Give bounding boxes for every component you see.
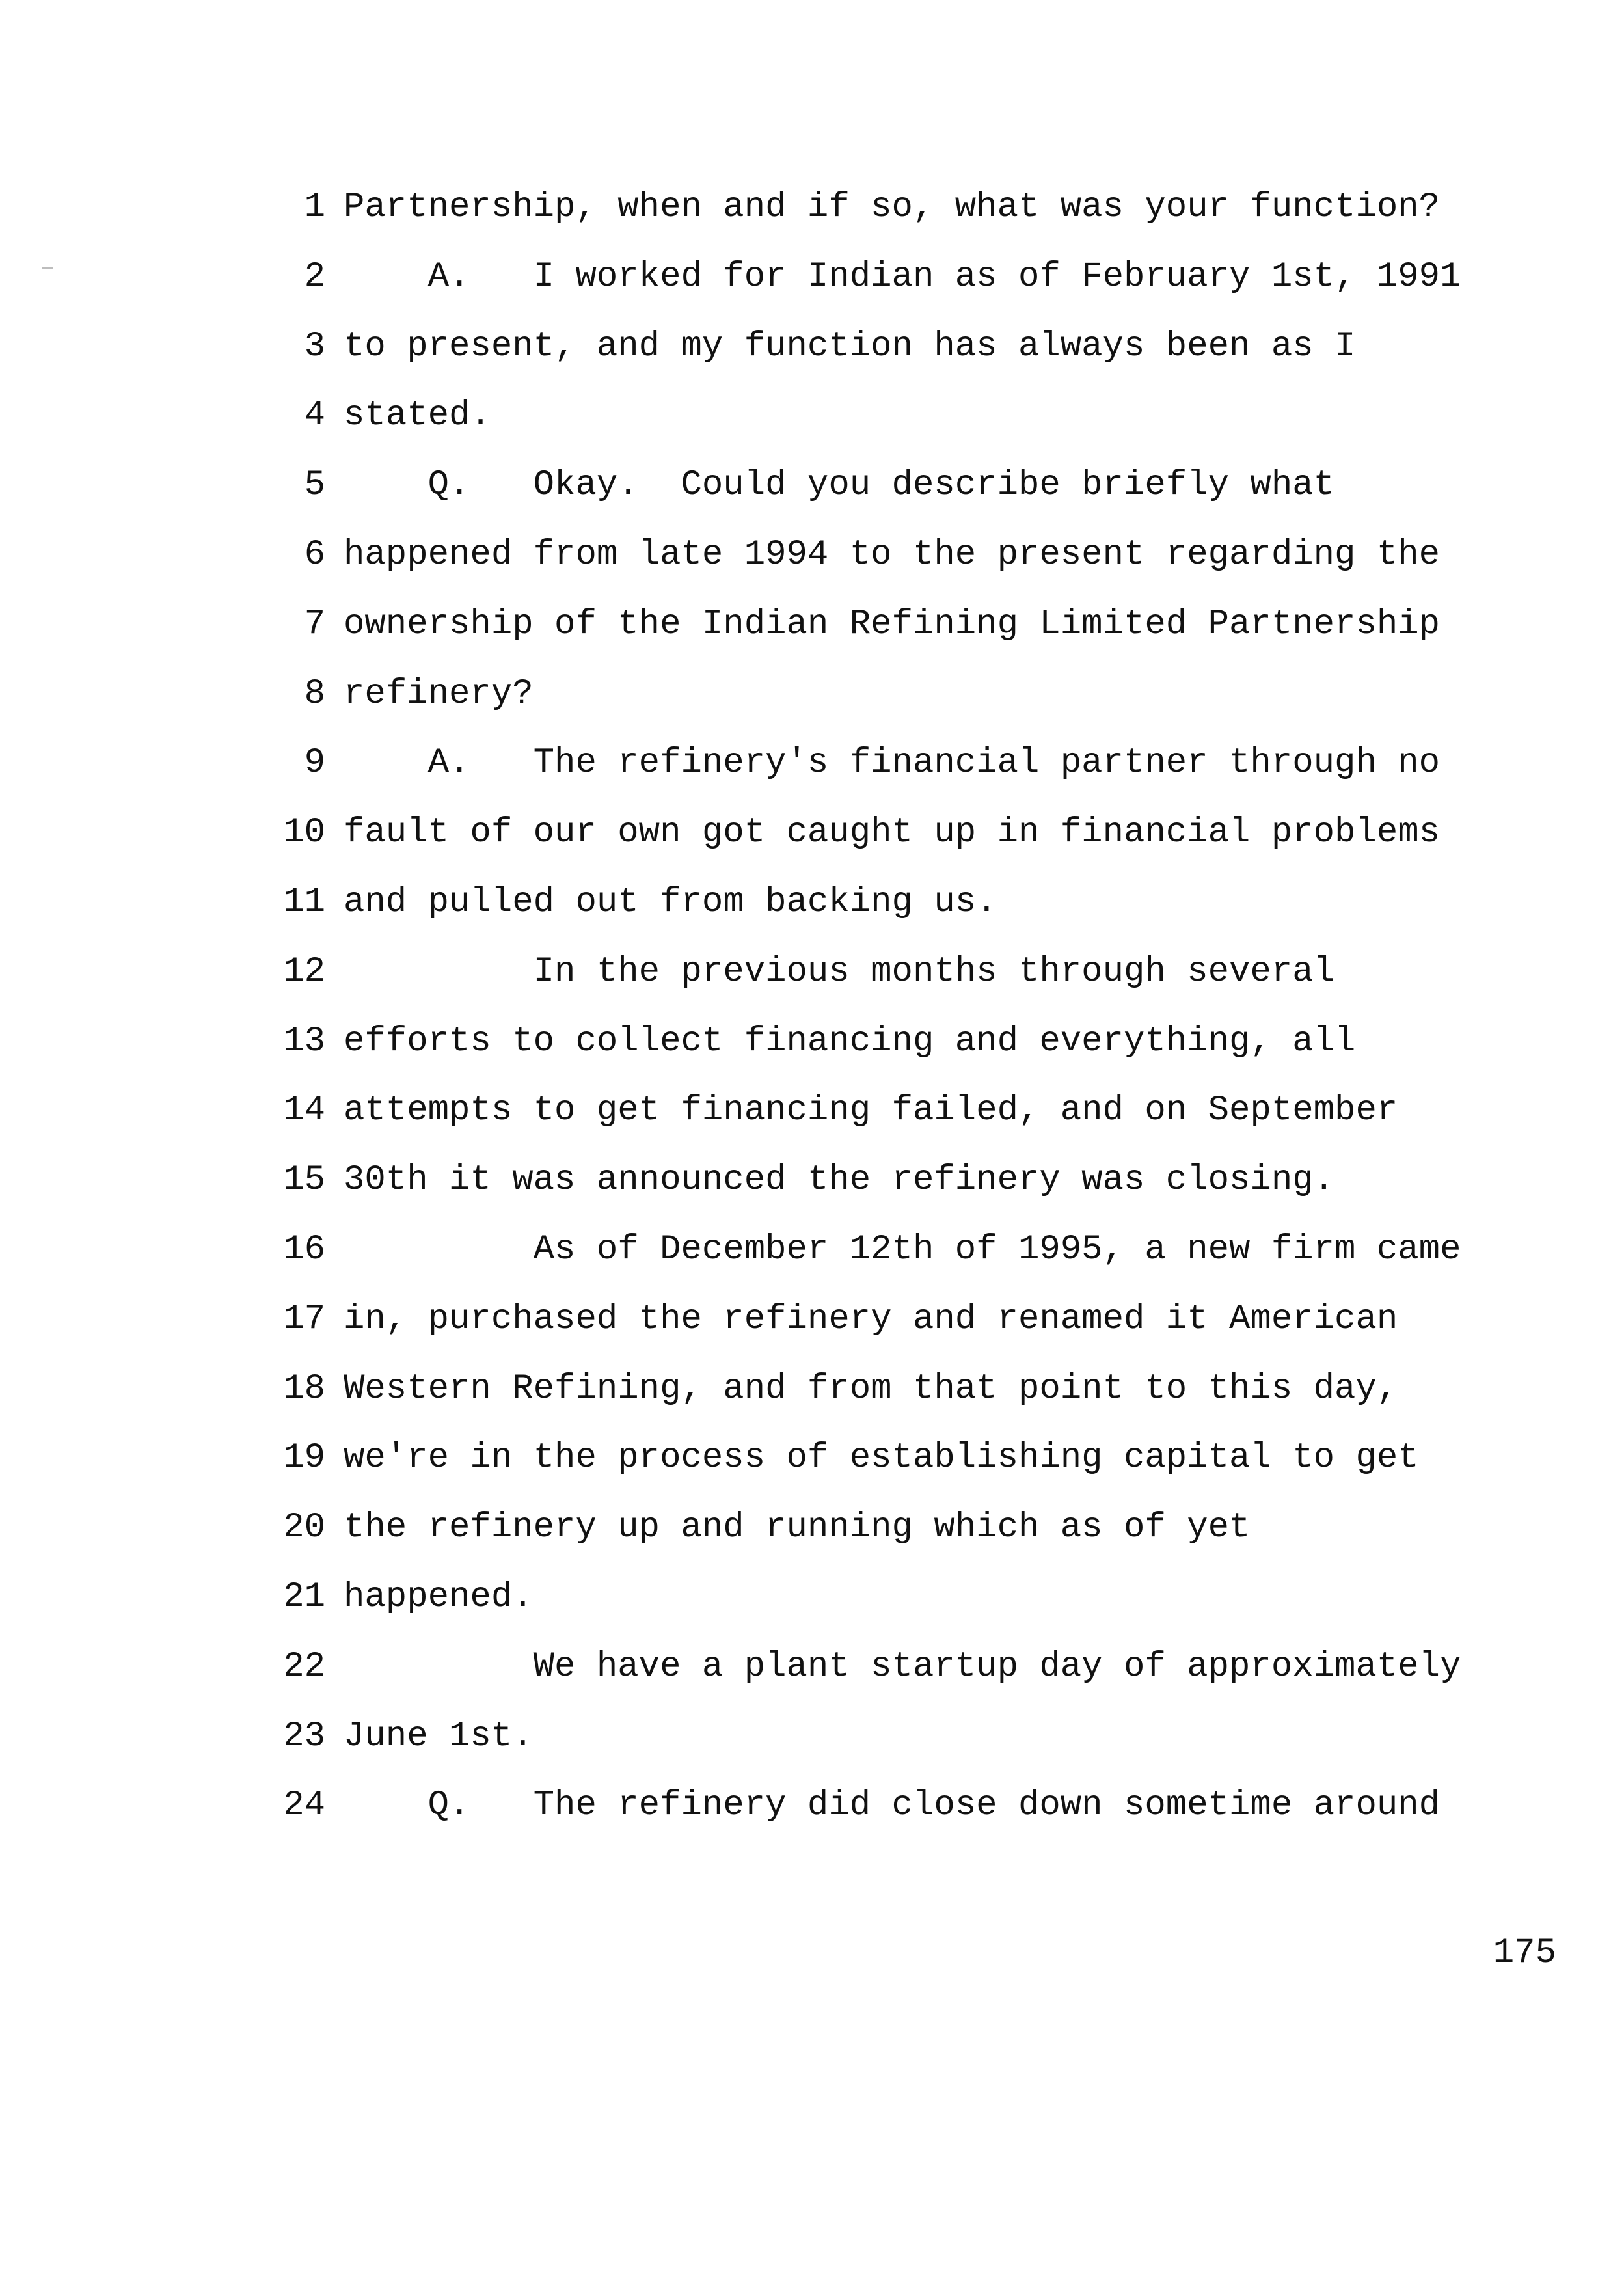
transcript-line [267,181,1568,251]
transcript-line [267,598,1568,668]
line-number: 5 [304,465,325,506]
line-text: A. I worked for Indian as of February 1st, 1991 [344,256,1461,297]
transcript-line [267,1710,1568,1780]
line-text: Q. Okay. Could you describe briefly what [344,465,1335,506]
transcript-line [267,251,1568,320]
line-text: refinery? [344,673,534,714]
line-text: ownership of the Indian Refining Limited Partnership [344,604,1441,644]
line-text: In the previous months through several [344,951,1335,992]
transcript-line [267,1015,1568,1085]
line-number: 24 [283,1786,325,1826]
line-text: June 1st. [344,1716,534,1756]
line-number: 17 [283,1299,325,1339]
line-number: 9 [304,743,325,783]
line-number: 10 [283,813,325,853]
line-text: happened. [344,1577,534,1617]
line-text: As of December 12th of 1995, a new firm came [344,1229,1461,1270]
transcript-line [267,668,1568,737]
line-number: 18 [283,1368,325,1409]
transcript-line [267,1084,1568,1154]
transcript-line [267,1223,1568,1293]
transcript-line [267,876,1568,945]
line-text: the refinery up and running which as of yet [344,1508,1251,1548]
line-number: 14 [283,1091,325,1131]
line-number: 11 [283,882,325,922]
transcript-line [267,1779,1568,1849]
transcript-line [267,1432,1568,1501]
line-text: fault of our own got caught up in financial problems [344,813,1441,853]
line-number: 6 [304,534,325,575]
transcript-line [267,389,1568,459]
transcript-line [267,459,1568,528]
line-text: Partnership, when and if so, what was your function? [344,187,1441,227]
transcript-line [267,1363,1568,1432]
transcript-line [267,528,1568,598]
line-number: 4 [304,396,325,436]
transcript-line [267,737,1568,806]
line-number: 23 [283,1716,325,1756]
transcript-line [267,1501,1568,1571]
line-number: 7 [304,604,325,644]
line-text: Q. The refinery did close down sometime around [344,1786,1441,1826]
line-number: 19 [283,1438,325,1478]
line-number: 16 [283,1229,325,1270]
scan-speck [42,267,53,269]
line-text: efforts to collect financing and everything, all [344,1021,1356,1061]
transcript-lines [267,181,1568,1849]
line-text: happened from late 1994 to the present regarding the [344,534,1441,575]
line-text: in, purchased the refinery and renamed it American [344,1299,1398,1339]
line-number: 12 [283,951,325,992]
line-text: A. The refinery's financial partner through no [344,743,1441,783]
line-number: 13 [283,1021,325,1061]
line-number: 3 [304,326,325,366]
line-text: attempts to get financing failed, and on September [344,1091,1398,1131]
line-text: Western Refining, and from that point to this day, [344,1368,1398,1409]
line-number: 1 [304,187,325,227]
line-number: 15 [283,1160,325,1201]
line-text: We have a plant startup day of approximately [344,1646,1461,1687]
line-text: stated. [344,396,491,436]
transcript-line [267,1154,1568,1223]
page-number: 175 [1493,1933,1556,1973]
line-text: 30th it was announced the refinery was closing. [344,1160,1335,1201]
line-text: to present, and my function has always been as I [344,326,1356,366]
transcript-line [267,1640,1568,1710]
transcript-line [267,1293,1568,1363]
transcript-line [267,806,1568,876]
line-number: 20 [283,1508,325,1548]
line-number: 8 [304,673,325,714]
transcript-line [267,945,1568,1015]
line-text: and pulled out from backing us. [344,882,997,922]
line-text: we're in the process of establishing capital to get [344,1438,1419,1478]
line-number: 21 [283,1577,325,1617]
transcript-line [267,1571,1568,1640]
line-number: 2 [304,256,325,297]
line-number: 22 [283,1646,325,1687]
transcript-line [267,320,1568,390]
